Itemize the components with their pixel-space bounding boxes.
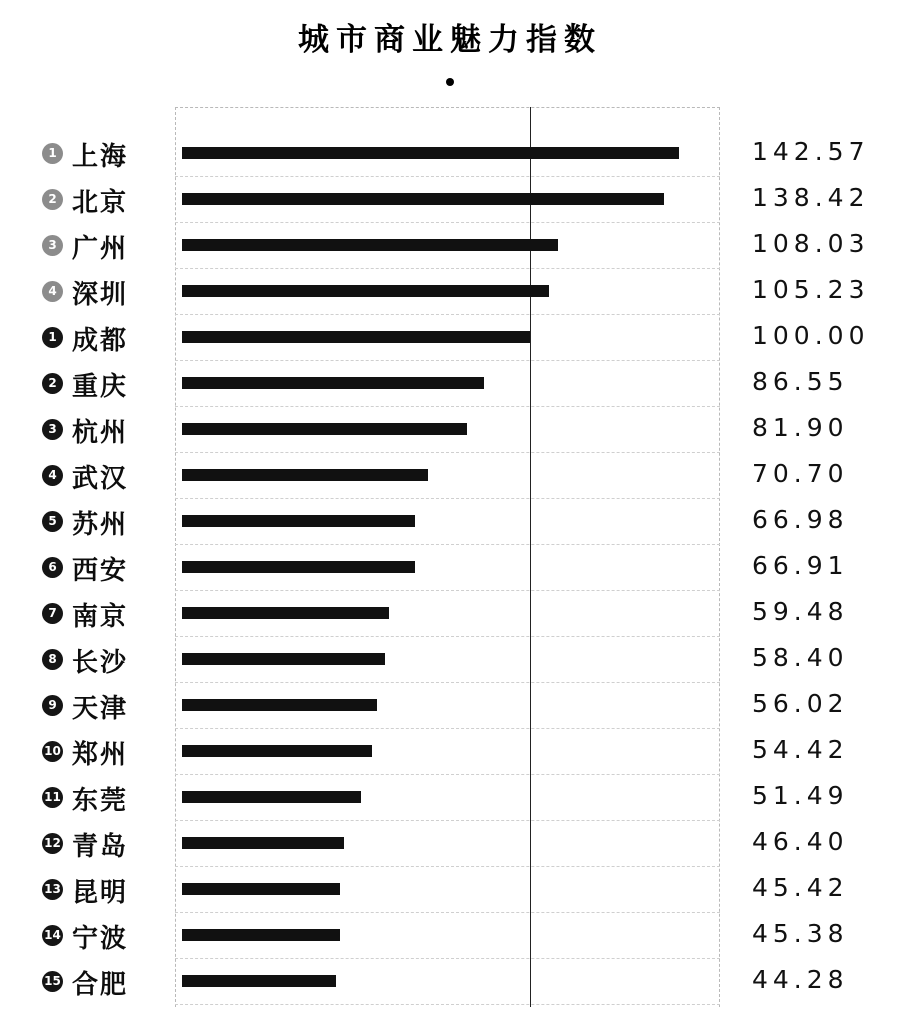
value-label: 66.91 [752,551,849,580]
rank-badge: 3 [42,235,63,256]
city-label: 郑州 [72,739,129,769]
city-label: 合肥 [72,969,129,999]
city-label: 重庆 [72,371,129,401]
city-label: 深圳 [72,279,129,309]
city-label: 昆明 [72,877,129,907]
city-label: 青岛 [72,831,129,861]
chart-row [0,315,900,361]
rank-badge: 15 [42,971,63,992]
rank-badge: 11 [42,787,63,808]
rank-badge: 14 [42,925,63,946]
value-bar [182,285,549,297]
rank-badge: 2 [42,189,63,210]
city-label: 南京 [72,601,129,631]
value-bar [182,883,340,895]
value-label: 108.03 [752,229,870,258]
value-label: 58.40 [752,643,849,672]
chart-row [0,177,900,223]
value-label: 56.02 [752,689,849,718]
title-decoration [0,73,900,99]
rank-badge: 4 [42,281,63,302]
chart-area [0,107,900,1017]
rank-badge: 1 [42,327,63,348]
bar-rows [0,131,900,1005]
value-label: 138.42 [752,183,870,212]
value-bar [182,745,372,757]
city-label: 广州 [72,233,129,263]
value-bar [182,929,340,941]
value-bar [182,975,336,987]
value-bar [182,147,679,159]
city-label: 北京 [72,187,129,217]
city-label: 天津 [72,693,129,723]
rank-badge: 3 [42,419,63,440]
chart-row [0,867,900,913]
chart-row [0,683,900,729]
value-bar [182,561,415,573]
city-label: 苏州 [72,509,129,539]
chart-row [0,453,900,499]
city-label: 西安 [72,555,129,585]
value-bar [182,193,664,205]
value-bar [182,423,467,435]
rank-badge: 12 [42,833,63,854]
value-label: 46.40 [752,827,849,856]
chart-row [0,131,900,177]
value-label: 66.98 [752,505,849,534]
dot-icon [446,78,454,86]
chart-row [0,637,900,683]
value-label: 105.23 [752,275,870,304]
value-label: 51.49 [752,781,849,810]
value-label: 70.70 [752,459,849,488]
city-label: 宁波 [72,923,129,953]
value-bar [182,837,344,849]
chart-row [0,269,900,315]
city-label: 长沙 [72,647,129,677]
city-label: 杭州 [72,417,129,447]
value-label: 59.48 [752,597,849,626]
chart-row [0,407,900,453]
value-bar [182,699,377,711]
city-label: 上海 [72,141,129,171]
chart-row [0,729,900,775]
page-title: 城市商业魅力指数 [298,22,602,57]
value-label: 100.00 [752,321,870,350]
chart-row [0,821,900,867]
value-bar [182,515,415,527]
chart-row [0,913,900,959]
value-label: 45.38 [752,919,849,948]
rank-badge: 4 [42,465,63,486]
chart-row [0,545,900,591]
city-label: 成都 [72,325,129,355]
rank-badge: 6 [42,557,63,578]
value-label: 44.28 [752,965,849,994]
city-label: 武汉 [72,463,129,493]
value-bar [182,653,385,665]
chart-row [0,223,900,269]
value-label: 142.57 [752,137,870,166]
gridline [175,1004,720,1005]
rank-badge: 13 [42,879,63,900]
rank-badge: 10 [42,741,63,762]
chart-row [0,591,900,637]
value-bar [182,377,484,389]
value-bar [182,607,389,619]
rank-badge: 8 [42,649,63,670]
value-label: 54.42 [752,735,849,764]
chart-row [0,959,900,1005]
rank-badge: 5 [42,511,63,532]
value-label: 81.90 [752,413,849,442]
chart-row [0,361,900,407]
value-bar [182,791,361,803]
rank-badge: 1 [42,143,63,164]
value-bar [182,239,558,251]
city-label: 东莞 [72,785,129,815]
value-label: 86.55 [752,367,849,396]
rank-badge: 7 [42,603,63,624]
value-bar [182,331,530,343]
chart-row [0,499,900,545]
rank-badge: 2 [42,373,63,394]
chart-row [0,775,900,821]
value-label: 45.42 [752,873,849,902]
value-bar [182,469,428,481]
rank-badge: 9 [42,695,63,716]
